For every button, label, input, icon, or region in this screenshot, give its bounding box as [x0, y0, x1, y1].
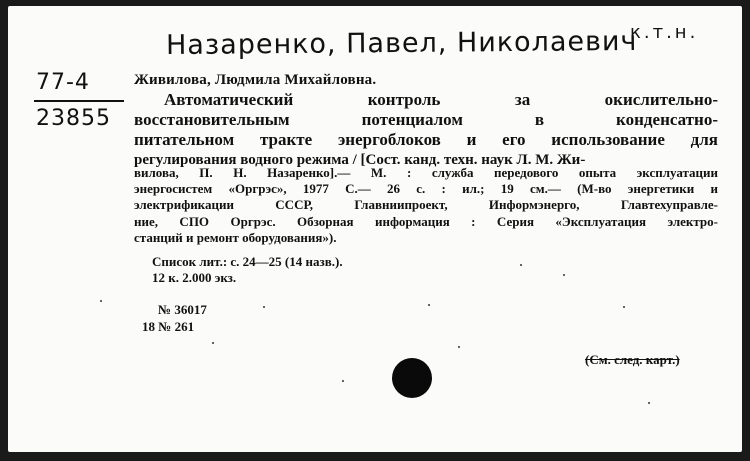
- title-line: регулирования водного режима / [Сост. канд. техн. наук Л. М. Жи-: [134, 152, 586, 168]
- title-line: Автоматический контроль за окислительно-: [164, 90, 718, 109]
- shelfmark-bottom: 23855: [36, 106, 111, 131]
- title-line: восстановительным потенциалом в конденсатно-: [134, 110, 718, 129]
- description-line: станций и ремонт оборудования»).: [134, 229, 337, 245]
- speck: [342, 380, 344, 382]
- continuation-text: (См. след. карт.): [585, 352, 680, 367]
- speck: [212, 342, 214, 344]
- bibliography-note: Список лит.: с. 24—25 (14 назв.).: [152, 254, 343, 269]
- speck: [623, 306, 625, 308]
- price-copies: 12 к. 2.000 экз.: [152, 270, 237, 285]
- speck: [458, 346, 460, 348]
- speck: [520, 264, 522, 266]
- publication-description: [134, 165, 718, 246]
- handwritten-degree: к.т.н.: [630, 22, 699, 43]
- speck: [263, 306, 265, 308]
- speck: [100, 300, 102, 302]
- handwritten-author-name: Назаренко, Павел, Николаевич: [165, 25, 638, 62]
- description-line: вилова, П. Н. Назаренко].— М. : служба передового опыта эксплуатации: [134, 165, 718, 180]
- shelfmark-top: 77-4: [36, 70, 90, 95]
- speck: [648, 402, 650, 404]
- shelfmark-divider: [34, 100, 124, 102]
- accession-number: № 36017: [158, 302, 207, 317]
- author-heading: Живилова, Людмила Михайловна.: [134, 72, 377, 88]
- description-line: энергосистем «Оргрэс», 1977 С.— 26 с. : ил.; 19 см.— (М-во энергетики и: [134, 181, 718, 197]
- catalog-card: [8, 6, 742, 452]
- title-statement: [134, 90, 718, 170]
- description-line: электрификации СССР, Главниипроект, Информэнерго, Главтехуправле-: [134, 197, 718, 213]
- speck: [563, 274, 565, 276]
- description-line: ние, СПО Оргрэс. Обзорная информация : Серия «Эксплуатация электро-: [134, 213, 718, 229]
- speck: [428, 304, 430, 306]
- card-punch-hole: [392, 358, 432, 398]
- card-number: 18 № 261: [142, 319, 195, 334]
- continuation-note: [585, 352, 680, 368]
- title-line: питательном тракте энергоблоков и его использование для: [134, 130, 718, 149]
